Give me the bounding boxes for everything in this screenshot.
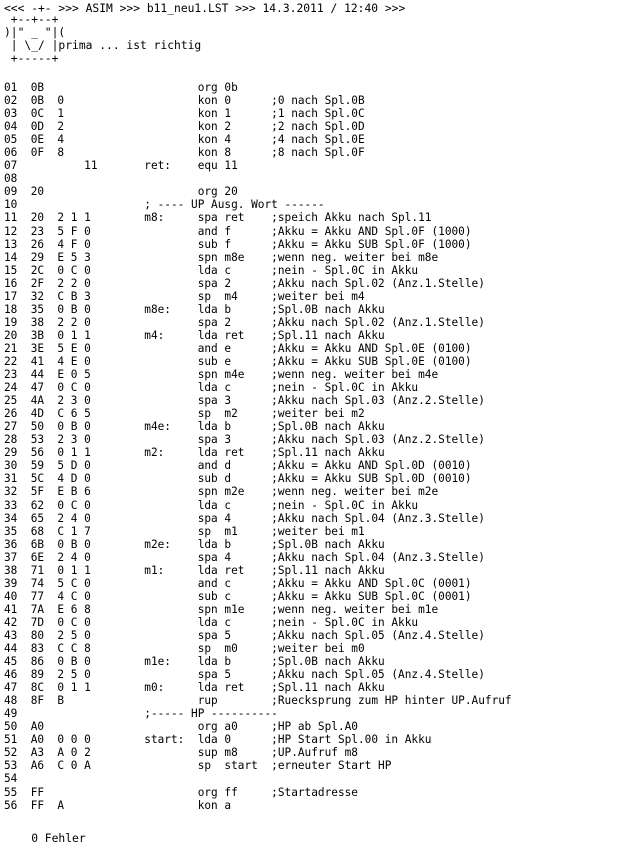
listing-line: 04 0D 2 kon 2 ;2 nach Spl.0D — [4, 120, 365, 134]
listing-line: 07 11 ret: equ 11 — [4, 159, 238, 173]
listing-line: 10 ; ---- UP Ausg. Wort ------ — [4, 198, 325, 212]
ascii-art-smiley — [4, 13, 201, 65]
error-count: 0 Fehler — [4, 832, 86, 845]
listing-line: 27 50 0 B 0 m4e: lda b ;Spl.0B nach Akku — [4, 420, 385, 434]
listing-header: <<< -+- >>> ASIM >>> b11_neu1.LST >>> 14.3.2011 / 12:40 >>> — [4, 2, 406, 15]
listing-line: 26 4D C 6 5 sp m2 ;weiter bei m2 — [4, 407, 365, 421]
listing-line: 48 8F B rup ;Ruecksprung zum HP hinter UP.Aufruf — [4, 694, 512, 708]
listing-line: 51 A0 0 0 0 start: lda 0 ;HP Start Spl.00 in Akku — [4, 733, 432, 747]
listing-line: 01 0B org 0b — [4, 81, 238, 94]
listing-line: 29 56 0 1 1 m2: lda ret ;Spl.11 nach Akku — [4, 446, 385, 460]
listing-line: 32 5F E B 6 spn m2e ;wenn neg. weiter bei m2e — [4, 485, 439, 499]
listing-line: 24 47 0 C 0 lda c ;nein - Spl.0C in Akku — [4, 381, 419, 395]
listing-line: 54 — [4, 772, 18, 786]
listing-line: 16 2F 2 2 0 spa 2 ;Akku nach Spl.02 (Anz.1.Stelle) — [4, 276, 485, 290]
listing-line: 39 74 5 C 0 and c ;Akku = Akku AND Spl.0C (0001) — [4, 576, 472, 590]
listing-line: 52 A3 A 0 2 sup m8 ;UP.Aufruf m8 — [4, 746, 358, 760]
listing-line: 45 86 0 B 0 m1e: lda b ;Spl.0B nach Akku — [4, 655, 385, 669]
listing-line: 25 4A 2 3 0 spa 3 ;Akku nach Spl.03 (Anz.2.Stelle) — [4, 394, 485, 408]
listing-line: 03 0C 1 kon 1 ;1 nach Spl.0C — [4, 107, 365, 121]
listing-line: 47 8C 0 1 1 m0: lda ret ;Spl.11 nach Akku — [4, 681, 385, 695]
listing-line: 11 20 2 1 1 m8: spa ret ;speich Akku nach Spl.11 — [4, 211, 432, 225]
listing-line: 38 71 0 1 1 m1: lda ret ;Spl.11 nach Akku — [4, 563, 385, 577]
listing-line: 19 38 2 2 0 spa 2 ;Akku nach Spl.02 (Anz.1.Stelle) — [4, 315, 485, 329]
listing-line: 43 80 2 5 0 spa 5 ;Akku nach Spl.05 (Anz.4.Stelle) — [4, 628, 485, 642]
listing-line: 35 68 C 1 7 sp m1 ;weiter bei m1 — [4, 524, 365, 538]
listing-line: 23 44 E 0 5 spn m4e ;wenn neg. weiter bei m4e — [4, 368, 439, 382]
listing-line: 18 35 0 B 0 m8e: lda b ;Spl.0B nach Akku — [4, 302, 385, 316]
listing-line: 46 89 2 5 0 spa 5 ;Akku nach Spl.05 (Anz.4.Stelle) — [4, 668, 485, 682]
assembly-listing — [4, 81, 512, 812]
listing-line: 37 6E 2 4 0 spa 4 ;Akku nach Spl.04 (Anz.3.Stelle) — [4, 550, 485, 564]
listing-line: 20 3B 0 1 1 m4: lda ret ;Spl.11 nach Akku — [4, 328, 385, 342]
listing-line: 31 5C 4 D 0 sub d ;Akku = Akku SUB Spl.0D (0010) — [4, 472, 472, 486]
listing-line: 13 26 4 F 0 sub f ;Akku = Akku SUB Spl.0F (1000) — [4, 237, 472, 251]
listing-line: 41 7A E 6 8 spn m1e ;wenn neg. weiter bei m1e — [4, 602, 439, 616]
listing-line: 05 0E 4 kon 4 ;4 nach Spl.0E — [4, 133, 365, 147]
listing-line: 17 32 C B 3 sp m4 ;weiter bei m4 — [4, 289, 365, 303]
listing-line: 08 — [4, 172, 18, 186]
listing-line: 12 23 5 F 0 and f ;Akku = Akku AND Spl.0F (1000) — [4, 224, 472, 238]
listing-line: 06 0F 8 kon 8 ;8 nach Spl.0F — [4, 146, 365, 160]
listing-line: 33 62 0 C 0 lda c ;nein - Spl.0C in Akku — [4, 498, 419, 512]
listing-line: 02 0B 0 kon 0 ;0 nach Spl.0B — [4, 94, 365, 108]
listing-line: 40 77 4 C 0 sub c ;Akku = Akku SUB Spl.0C (0001) — [4, 589, 472, 603]
listing-line: 15 2C 0 C 0 lda c ;nein - Spl.0C in Akku — [4, 263, 419, 277]
ascii-art-line: +-----+ — [4, 52, 59, 65]
listing-line: 49 ;----- HP ---------- — [4, 707, 278, 721]
listing-line: 53 A6 C 0 A sp start ;erneuter Start HP — [4, 759, 392, 773]
listing-line: 21 3E 5 E 0 and e ;Akku = Akku AND Spl.0E (0100) — [4, 341, 472, 355]
listing-line: 44 83 C C 8 sp m0 ;weiter bei m0 — [4, 642, 365, 656]
listing-line: 30 59 5 D 0 and d ;Akku = Akku AND Spl.0D (0010) — [4, 459, 472, 473]
listing-line: 09 20 org 20 — [4, 185, 238, 199]
listing-line: 55 FF org ff ;Startadresse — [4, 785, 358, 799]
listing-line: 42 7D 0 C 0 lda c ;nein - Spl.0C in Akku — [4, 615, 419, 629]
ascii-art-line: )|" _ "|( — [4, 26, 66, 39]
listing-line: 14 29 E 5 3 spn m8e ;wenn neg. weiter bei m8e — [4, 250, 439, 264]
listing-line: 56 FF A kon a — [4, 798, 232, 812]
ascii-art-line: | \_/ |prima ... ist richtig — [4, 39, 202, 52]
listing-line: 22 41 4 E 0 sub e ;Akku = Akku SUB Spl.0E (0100) — [4, 354, 472, 368]
listing-line: 34 65 2 4 0 spa 4 ;Akku nach Spl.04 (Anz.3.Stelle) — [4, 511, 485, 525]
listing-line: 36 6B 0 B 0 m2e: lda b ;Spl.0B nach Akku — [4, 537, 385, 551]
listing-line: 50 A0 org a0 ;HP ab Spl.A0 — [4, 720, 358, 734]
ascii-art-line: +--+--+ — [4, 13, 59, 26]
listing-line: 28 53 2 3 0 spa 3 ;Akku nach Spl.03 (Anz.2.Stelle) — [4, 433, 485, 447]
